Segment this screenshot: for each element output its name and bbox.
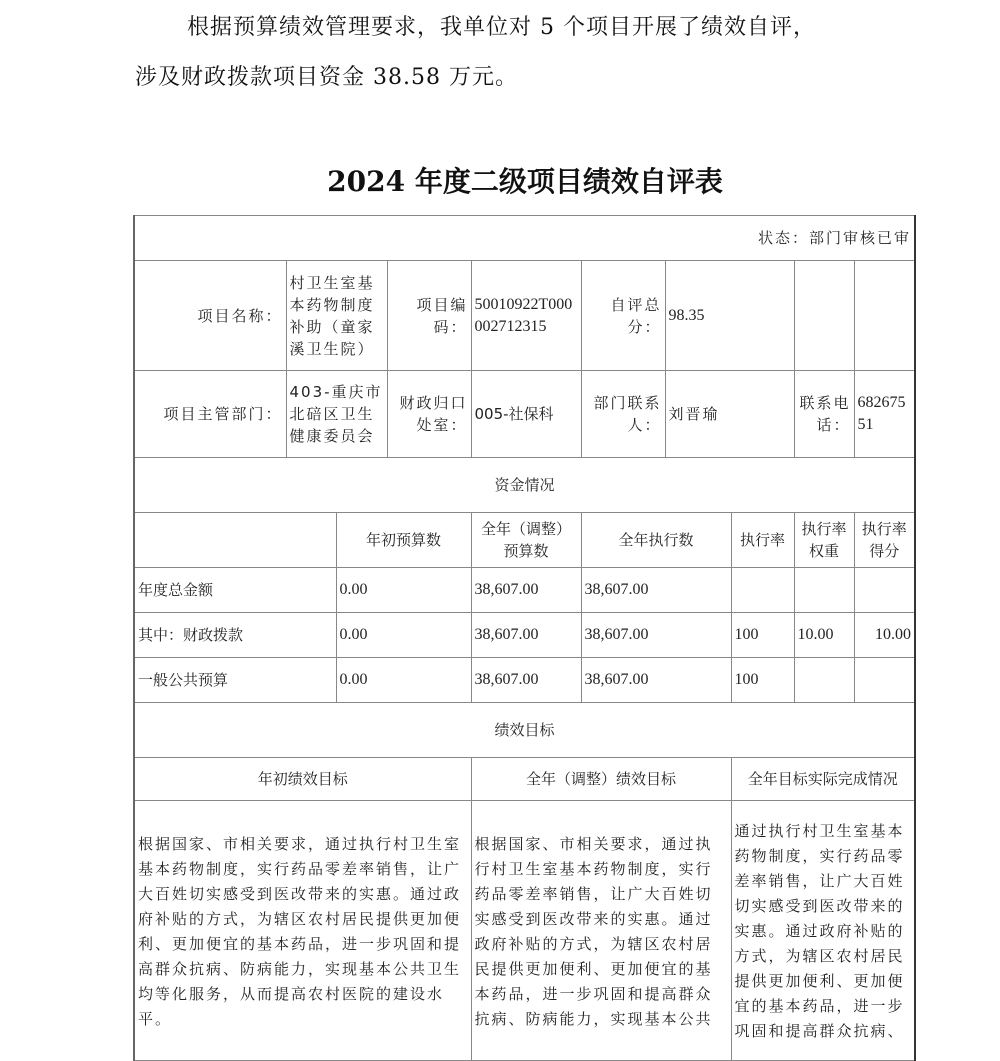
funding-initial: 0.00 [336, 613, 471, 658]
funding-executed: 38,607.00 [581, 613, 731, 658]
header-executed: 全年执行数 [581, 513, 731, 568]
funding-executed: 38,607.00 [581, 568, 731, 613]
funding-row-label: 其中：财政拨款 [134, 613, 336, 658]
funding-score [854, 658, 915, 703]
funding-adjusted: 38,607.00 [471, 613, 581, 658]
project-name-row [134, 261, 915, 371]
adjusted-goals-text: 根据国家、市相关要求，通过执行村卫生室基本药物制度，实行药品零差率销售，让广大百姓切实感受到医改带来的实惠。通过政府补贴的方式，为辖区农村居民提供更加便利、更加便宜的基本药品，进一步巩固和提高群众抗病、防病能力，实现基本公共 [471, 801, 731, 1061]
header-rate-score: 执行率得分 [854, 513, 915, 568]
funding-header-blank [134, 513, 336, 568]
finance-office-label: 财政归口处室： [387, 371, 471, 458]
department-row [134, 371, 915, 458]
contact-value: 刘晋瑜 [665, 371, 794, 458]
funding-row [134, 613, 915, 658]
funding-weight [794, 658, 854, 703]
department-label: 项目主管部门： [134, 371, 286, 458]
funding-row [134, 568, 915, 613]
funding-row [134, 658, 915, 703]
intro-line-1: 根据预算绩效管理要求，我单位对 5 个项目开展了绩效自评， [187, 15, 816, 40]
funding-row-label: 一般公共预算 [134, 658, 336, 703]
funding-section-title: 资金情况 [134, 458, 915, 513]
header-adjusted-goals: 全年（调整）绩效目标 [471, 758, 731, 801]
goals-section-title: 绩效目标 [134, 703, 915, 758]
self-score-label: 自评总分： [581, 261, 665, 371]
empty-cell [854, 261, 915, 371]
funding-rate: 100 [731, 658, 794, 703]
header-rate-weight: 执行率权重 [794, 513, 854, 568]
funding-rate: 100 [731, 613, 794, 658]
project-name-label: 项目名称： [134, 261, 286, 371]
department-value: 403-重庆市北碚区卫生健康委员会 [286, 371, 387, 458]
goals-content-row [134, 801, 915, 1061]
funding-adjusted: 38,607.00 [471, 658, 581, 703]
status-text: 状态：部门审核已审 [134, 216, 915, 261]
funding-score [854, 568, 915, 613]
finance-office-value: 005-社保科 [471, 371, 581, 458]
project-code-value: 50010922T000002712315 [471, 261, 581, 371]
funding-executed: 38,607.00 [581, 658, 731, 703]
document-title: 2024 年度二级项目绩效自评表 [327, 165, 723, 198]
funding-initial: 0.00 [336, 568, 471, 613]
phone-label: 联系电话： [794, 371, 854, 458]
funding-section-row [134, 458, 915, 513]
funding-row-label: 年度总金额 [134, 568, 336, 613]
header-initial-goals: 年初绩效目标 [134, 758, 471, 801]
header-initial-budget: 年初预算数 [336, 513, 471, 568]
funding-rate [731, 568, 794, 613]
project-name-value: 村卫生室基本药物制度补助（童家溪卫生院） [286, 261, 387, 371]
funding-score: 10.00 [854, 613, 915, 658]
funding-weight: 10.00 [794, 613, 854, 658]
self-score-value: 98.35 [665, 261, 794, 371]
project-code-label: 项目编码： [387, 261, 471, 371]
contact-label: 部门联系人： [581, 371, 665, 458]
header-execution-rate: 执行率 [731, 513, 794, 568]
funding-initial: 0.00 [336, 658, 471, 703]
header-actual-completion: 全年目标实际完成情况 [731, 758, 915, 801]
empty-cell [794, 261, 854, 371]
intro-line-2: 涉及财政拨款项目资金 38.58 万元。 [135, 65, 518, 90]
funding-header-row [134, 513, 915, 568]
actual-completion-text: 通过执行村卫生室基本药物制度，实行药品零差率销售，让广大百姓切实感受到医改带来的实惠。通过政府补贴的方式，为辖区农村居民提供更加便利、更加便宜的基本药品，进一步巩固和提高群众抗病、 [731, 801, 915, 1061]
funding-adjusted: 38,607.00 [471, 568, 581, 613]
goals-header-row [134, 758, 915, 801]
phone-value: 68267551 [854, 371, 915, 458]
goals-section-row [134, 703, 915, 758]
funding-weight [794, 568, 854, 613]
initial-goals-text: 根据国家、市相关要求，通过执行村卫生室基本药物制度，实行药品零差率销售，让广大百姓切实感受到医改带来的实惠。通过政府补贴的方式，为辖区农村居民提供更加便利、更加便宜的基本药品，进一步巩固和提高群众抗病、防病能力，实现基本公共卫生均等化服务，从而提高农村医院的建设水平。 [134, 801, 471, 1061]
status-row [134, 216, 915, 261]
self-evaluation-table [133, 215, 916, 1061]
header-adjusted-budget: 全年（调整）预算数 [471, 513, 581, 568]
